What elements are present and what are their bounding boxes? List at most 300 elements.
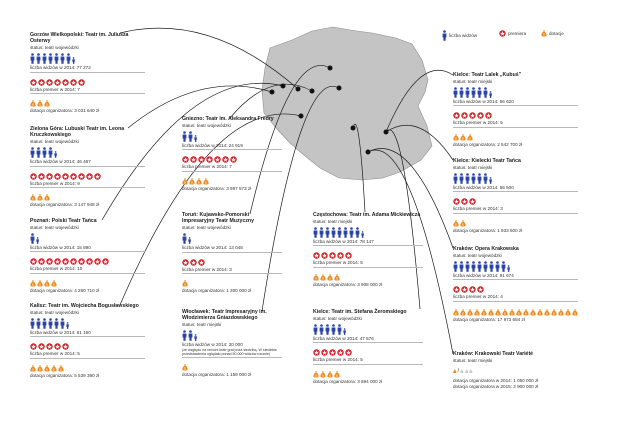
partial-person-icon: [489, 91, 492, 98]
money-bag-icon: [37, 365, 43, 372]
theatre-title: Włocławek: Teatr Impresaryjny im. Włodzimierza Gniazdowskiego: [182, 309, 267, 322]
person-icon: [331, 324, 336, 335]
subsidy-line: dotacja organizatora: 17 973 684 zł: [453, 317, 525, 323]
svg-text:$: $: [39, 196, 41, 201]
svg-text:$: $: [60, 367, 62, 372]
person-icon: [483, 173, 488, 184]
premiere-icon: [54, 343, 61, 350]
premiere-icon: [469, 198, 476, 205]
money-bag-icon: [516, 309, 522, 316]
subsidy-line: dotacja organizatora: 3 894 000 zł: [313, 379, 383, 385]
person-icon: [331, 227, 336, 238]
theatre-krakow-opera: [453, 246, 578, 323]
premiere-icon: [54, 258, 61, 265]
money-bag-icon: [334, 371, 340, 378]
person-icon: [459, 87, 464, 98]
premiere-icon: [329, 349, 336, 356]
premiere-icon: [54, 173, 61, 180]
money-bag-icon: [37, 100, 43, 107]
money-bag-icon: [465, 369, 469, 374]
premiere-icon: [30, 173, 37, 180]
subsidy-icons: [453, 130, 578, 141]
svg-text:$: $: [191, 180, 193, 185]
premieres-line: liczba premier w 2014: 3: [182, 266, 232, 272]
premiere-icon: [453, 198, 460, 205]
subsidy-icons: [182, 276, 282, 287]
premiere-icon: [313, 252, 320, 259]
city-dot: [351, 126, 356, 131]
money-bag-icon: [51, 280, 57, 287]
subsidy-icons: [453, 304, 578, 316]
viewers-icons: [182, 330, 282, 341]
person-icon: [489, 261, 494, 272]
person-icon: [30, 233, 35, 244]
premieres-icons: [30, 339, 145, 350]
person-icon: [42, 147, 47, 158]
premieres-icons: [30, 75, 145, 86]
money-bag-icon: [320, 274, 326, 281]
person-icon: [42, 318, 47, 329]
money-bag-icon: [502, 309, 508, 316]
money-bag-icon: [481, 309, 487, 316]
theatre-gorzow: [30, 32, 145, 114]
subsidy-icons: [313, 270, 423, 281]
premiere-icon: [78, 79, 85, 86]
svg-text:$: $: [336, 373, 338, 378]
money-bag-icon: [327, 371, 333, 378]
premiere-icon: [477, 286, 484, 293]
svg-text:$: $: [543, 32, 545, 37]
money-bag-icon: [30, 100, 36, 107]
person-icon: [325, 227, 330, 238]
person-icon: [188, 131, 193, 142]
city-dot: [384, 130, 389, 135]
svg-text:$: $: [39, 102, 41, 107]
subsidy-line: dotacja organizatora: 3 147 948 zł: [30, 202, 100, 208]
premiere-icon: [182, 156, 189, 163]
premieres-icons: [30, 169, 145, 180]
theatre-title: Kraków: Krakowski Teatr Variété: [453, 351, 534, 357]
svg-text:$: $: [39, 282, 41, 287]
viewers-line: liczba widzów w 2014: 77 272: [30, 65, 91, 71]
person-icon: [477, 87, 482, 98]
svg-text:$: $: [574, 311, 576, 316]
viewers-line: liczba widzów w 2014: 46 467: [30, 159, 91, 165]
svg-text:$: $: [53, 282, 55, 287]
premiere-icon: [499, 30, 506, 37]
premiere-icon: [182, 259, 189, 266]
person-icon: [48, 318, 53, 329]
person-icon: [471, 261, 476, 272]
svg-text:$: $: [329, 276, 331, 281]
person-icon: [54, 318, 59, 329]
theatre-title: Kalisz: Teatr im. Wojciecha Bogusławskiego: [30, 303, 139, 309]
theatre-status: status: teatr wojewódzki: [313, 316, 362, 322]
viewers-icons: [30, 53, 145, 64]
city-dot: [337, 86, 342, 91]
theatre-czestochowa: [313, 212, 423, 288]
money-bag-icon: [523, 309, 529, 316]
svg-text:$: $: [462, 311, 464, 316]
theatre-status: status: teatr miejski: [313, 219, 353, 225]
theatre-title: Kraków: Opera Krakowska: [453, 246, 519, 252]
person-icon: [459, 173, 464, 184]
person-icon: [349, 227, 354, 238]
person-icon: [483, 261, 488, 272]
premiere-icon: [46, 343, 53, 350]
premieres-line: liczba premier w 2014: 5: [313, 357, 363, 363]
person-icon: [60, 53, 65, 64]
person-icon: [30, 147, 35, 158]
premiere-icon: [86, 258, 93, 265]
svg-text:$: $: [497, 311, 499, 316]
svg-text:$: $: [483, 311, 485, 316]
viewers-line: liczba widzów w 2014: 61 160: [30, 329, 91, 335]
premiere-icon: [46, 258, 53, 265]
premieres-line: liczba premier w 2014: 7: [182, 164, 232, 170]
subsidy-icons: [30, 96, 145, 107]
svg-text:$: $: [32, 367, 34, 372]
money-bag-icon: [537, 309, 543, 316]
premieres-icons: [453, 194, 578, 205]
theatre-status: status: teatr wojewódzki: [182, 225, 231, 231]
theatre-wloclawek: [182, 309, 282, 378]
premieres-icons: [453, 108, 578, 119]
partial-person-icon: [66, 322, 69, 329]
subsidy-2014-line: dotacja organizatora w 2014: 1 050 000 zł: [453, 377, 539, 383]
partial-person-icon: [361, 231, 364, 238]
partial-person-icon: [343, 328, 346, 335]
theatre-status: status: teatr miejski: [182, 322, 222, 328]
person-icon: [453, 261, 458, 272]
svg-text:$: $: [32, 102, 34, 107]
person-icon: [48, 147, 53, 158]
svg-text:$: $: [518, 311, 520, 316]
premiere-icon: [94, 173, 101, 180]
premieres-line: liczba premier w 2014: 9: [30, 180, 80, 186]
theatre-title: Zielona Góra: Lubuski Teatr im. Leona Kruczkowskiego: [30, 126, 125, 139]
legend-viewers: [442, 30, 477, 41]
viewers-line: liczba widzów w 2014: 56 620: [453, 98, 514, 104]
svg-text:$: $: [322, 373, 324, 378]
theatre-torun: [182, 212, 282, 294]
money-bag-icon: [30, 365, 36, 372]
svg-text:$: $: [504, 311, 506, 316]
money-bag-icon: [30, 280, 36, 287]
premiere-icon: [321, 252, 328, 259]
premiere-icon: [461, 198, 468, 205]
svg-text:$: $: [46, 102, 48, 107]
theatre-kielce-kubus: [453, 72, 578, 148]
premiere-icon: [222, 156, 229, 163]
legend-subsidy: [541, 30, 564, 37]
premieres-line: liczba premier w 2014: 4: [453, 294, 503, 300]
subsidy-line: dotacja organizatora: 5 539 390 zł: [30, 373, 100, 379]
money-bag-icon: [467, 309, 473, 316]
money-bag-icon: [453, 369, 457, 374]
premiere-icon: [46, 79, 53, 86]
money-bag-icon: [334, 274, 340, 281]
money-bag-icon: [58, 365, 64, 372]
money-bag-icon: [558, 309, 564, 316]
money-bag-icon: [460, 309, 466, 316]
viewers-icons: [453, 173, 578, 184]
money-bag-icon: [44, 280, 50, 287]
viewers-line: liczba widzów w 2014: 91 674: [453, 272, 514, 278]
svg-text:$: $: [39, 367, 41, 372]
premieres-line: liczba premier w 2014: 5: [30, 351, 80, 357]
premiere-icon: [70, 79, 77, 86]
money-bag-icon: [313, 274, 319, 281]
svg-text:$: $: [205, 180, 207, 185]
subsidy-icons: [30, 276, 145, 287]
person-icon: [355, 227, 360, 238]
svg-text:$: $: [198, 180, 200, 185]
renovation-note: (ze względu na remont teatr grał poza siedzibą. W siedzibie przedstawienia oglądało ponad 50 000 widzów rocznie): [182, 347, 277, 356]
theatre-status: status: teatr wojewódzki: [453, 253, 502, 259]
premiere-icon: [337, 349, 344, 356]
premiere-icon: [62, 343, 69, 350]
subsidy-line: dotacja organizatora: 1 933 500 zł: [453, 228, 523, 234]
person-icon: [471, 173, 476, 184]
money-bag-icon: [551, 309, 557, 316]
money-bag-icon: [509, 309, 515, 316]
person-icon: [442, 30, 447, 41]
money-bag-icon: [30, 194, 36, 201]
premiere-icon: [313, 349, 320, 356]
premieres-line: liczba premier w 2014: 10: [30, 266, 83, 272]
theatre-title: Częstochowa: Teatr im. Adama Mickiewicza: [313, 212, 421, 218]
premiere-icon: [198, 156, 205, 163]
viewers-line: liczba widzów w 2014: 13 048: [182, 245, 243, 251]
premieres-icons: [182, 152, 282, 163]
svg-text:$: $: [525, 311, 527, 316]
city-dot: [328, 66, 333, 71]
person-icon: [60, 318, 65, 329]
svg-text:$: $: [46, 367, 48, 372]
person-icon: [483, 87, 488, 98]
subsidy-icons: [453, 216, 578, 227]
money-bag-icon: [313, 371, 319, 378]
person-icon: [477, 173, 482, 184]
money-bag-icon: [327, 274, 333, 281]
svg-text:$: $: [462, 136, 464, 141]
money-bag-icon: [453, 220, 459, 227]
person-icon: [465, 173, 470, 184]
svg-text:$: $: [469, 311, 471, 316]
svg-text:$: $: [476, 311, 478, 316]
person-icon: [182, 330, 187, 341]
subsidy-line: dotacja organizatora: 3 997 573 zł: [182, 186, 252, 192]
poland-map: [262, 27, 432, 180]
premiere-icon: [477, 112, 484, 119]
subsidy-line: dotacja organizatora: 2 542 700 zł: [453, 142, 523, 148]
viewers-icons: [182, 233, 282, 244]
legend-viewers-label: liczba widzów: [449, 33, 478, 38]
legend-subsidy-label: dotacje: [549, 31, 564, 36]
money-bag-icon: [469, 369, 473, 374]
viewers-icons: [30, 233, 145, 244]
premiere-icon: [70, 173, 77, 180]
premiere-icon: [78, 258, 85, 265]
money-bag-icon: [44, 194, 50, 201]
viewers-line: liczba widzów w 2014: 78 147: [313, 238, 374, 244]
premiere-icon: [38, 173, 45, 180]
city-dot: [296, 87, 301, 92]
slash-separator: /: [457, 368, 459, 375]
premiere-icon: [190, 259, 197, 266]
svg-text:$: $: [46, 282, 48, 287]
person-icon: [465, 261, 470, 272]
premiere-icon: [469, 286, 476, 293]
money-bag-icon: [182, 364, 188, 371]
svg-text:$: $: [560, 311, 562, 316]
viewers-icons: [313, 324, 423, 335]
viewers-line: liczba widzów w 2014: 56 500: [453, 184, 514, 190]
premiere-icon: [62, 258, 69, 265]
svg-text:$: $: [462, 222, 464, 227]
person-icon: [319, 324, 324, 335]
svg-text:$: $: [32, 282, 34, 287]
money-bag-icon: [530, 309, 536, 316]
money-bag-icon: [495, 309, 501, 316]
legend-premieres: [499, 30, 526, 37]
person-icon: [465, 87, 470, 98]
theatre-title: Gorzów Wielkopolski: Teatr im. Juliusza Osterwy: [30, 32, 129, 45]
theatre-title: Toruń: Kujawsko-Pomorski Impresaryjny Teatr Muzyczny: [182, 212, 254, 225]
svg-text:$: $: [455, 136, 457, 141]
svg-text:$: $: [455, 222, 457, 227]
viewers-icons: [30, 318, 145, 329]
city-dot: [299, 114, 304, 119]
theatre-kielce-taniec: [453, 158, 578, 234]
viewers-line: liczba widzów w 2014: 47 576: [313, 335, 374, 341]
money-bag-icon: [44, 365, 50, 372]
subsidy-icons: [30, 361, 145, 372]
premiere-icon: [214, 156, 221, 163]
svg-text:$: $: [184, 282, 186, 287]
svg-text:$: $: [490, 311, 492, 316]
svg-text:$: $: [336, 276, 338, 281]
premiere-icon: [102, 258, 109, 265]
money-bag-icon: [51, 365, 57, 372]
premieres-icons: [453, 282, 578, 293]
premiere-icon: [461, 112, 468, 119]
svg-text:$: $: [511, 311, 513, 316]
partial-person-icon: [507, 265, 510, 272]
premiere-icon: [70, 258, 77, 265]
person-icon: [477, 261, 482, 272]
money-bag-icon: [572, 309, 578, 316]
money-bag-icon: [182, 280, 188, 287]
premiere-icon: [453, 286, 460, 293]
person-icon: [501, 261, 506, 272]
subsidy-2015-line: dotacja organizatora w 2015: 2 900 000 zł: [453, 384, 539, 390]
premiere-icon: [345, 349, 352, 356]
partial-person-icon: [194, 135, 197, 142]
svg-text:$: $: [539, 311, 541, 316]
premieres-line: liczba premier w 2014: 3: [453, 206, 503, 212]
subsidy-line: dotacja organizatora: 1 159 000 zł: [182, 371, 252, 377]
partial-person-icon: [489, 177, 492, 184]
premiere-icon: [86, 173, 93, 180]
partial-person-icon: [194, 334, 197, 341]
person-icon: [36, 147, 41, 158]
person-icon: [337, 324, 342, 335]
money-bag-icon: [320, 371, 326, 378]
money-bag-icon: [565, 309, 571, 316]
money-bag-icon: [182, 178, 188, 185]
svg-text:$: $: [315, 276, 317, 281]
money-bag-icon: [467, 134, 473, 141]
theatre-zielona-gora: [30, 126, 145, 208]
svg-text:$: $: [184, 366, 186, 371]
premiere-icon: [329, 252, 336, 259]
subsidy-icons: [182, 360, 282, 371]
city-dot: [366, 150, 371, 155]
premiere-icon: [38, 258, 45, 265]
money-bag-icon: [457, 368, 464, 375]
theatre-title: Kielce: Teatr Lalek „Kubuś”: [453, 72, 522, 78]
theatre-status: status: teatr miejski: [453, 358, 493, 364]
theatre-status: status: teatr wojewódzki: [30, 139, 79, 145]
svg-text:$: $: [553, 311, 555, 316]
subsidy-compare-icons: [453, 366, 583, 377]
person-icon: [30, 53, 35, 64]
theatre-status: status: teatr miejski: [453, 79, 493, 85]
premieres-line: liczba premier w 2014: 5: [313, 260, 363, 266]
money-bag-icon: [460, 220, 466, 227]
theatre-status: status: teatr wojewódzki: [30, 225, 79, 231]
theatre-gniezno: [182, 116, 282, 192]
premiere-icon: [54, 79, 61, 86]
svg-text:$: $: [469, 136, 471, 141]
money-bag-icon: [474, 309, 480, 316]
premiere-icon: [345, 252, 352, 259]
person-icon: [325, 324, 330, 335]
theatre-status: status: teatr wojewódzki: [30, 310, 79, 316]
svg-text:$: $: [315, 373, 317, 378]
subsidy-line: dotacja organizatora: 1 300 000 zł: [182, 288, 252, 294]
subsidy-icons: [313, 367, 423, 378]
money-bag-icon: [541, 30, 547, 37]
theatre-title: Kielce: Kielecki Teatr Tańca: [453, 158, 521, 164]
premieres-icons: [313, 345, 423, 356]
svg-text:$: $: [455, 311, 457, 316]
svg-text:$: $: [329, 373, 331, 378]
svg-text:$: $: [46, 196, 48, 201]
viewers-line: liczba widzów w 2014: 24 919: [182, 142, 243, 148]
viewers-icons: [182, 131, 282, 142]
person-icon: [471, 87, 476, 98]
person-icon: [30, 318, 35, 329]
person-icon: [182, 131, 187, 142]
premiere-icon: [321, 349, 328, 356]
subsidy-line: dotacja organizatora: 3 031 640 zł: [30, 108, 100, 114]
svg-text:$: $: [184, 180, 186, 185]
premiere-icon: [38, 79, 45, 86]
money-bag-icon: [189, 178, 195, 185]
person-icon: [182, 233, 187, 244]
viewers-icons: [453, 87, 578, 98]
premiere-icon: [78, 173, 85, 180]
premiere-icon: [461, 286, 468, 293]
viewers-line: liczba widzów w 2014: 15 890: [30, 244, 91, 250]
theatre-status: status: teatr wojewódzki: [30, 45, 79, 51]
premiere-icon: [62, 79, 69, 86]
person-icon: [453, 87, 458, 98]
person-icon: [36, 318, 41, 329]
